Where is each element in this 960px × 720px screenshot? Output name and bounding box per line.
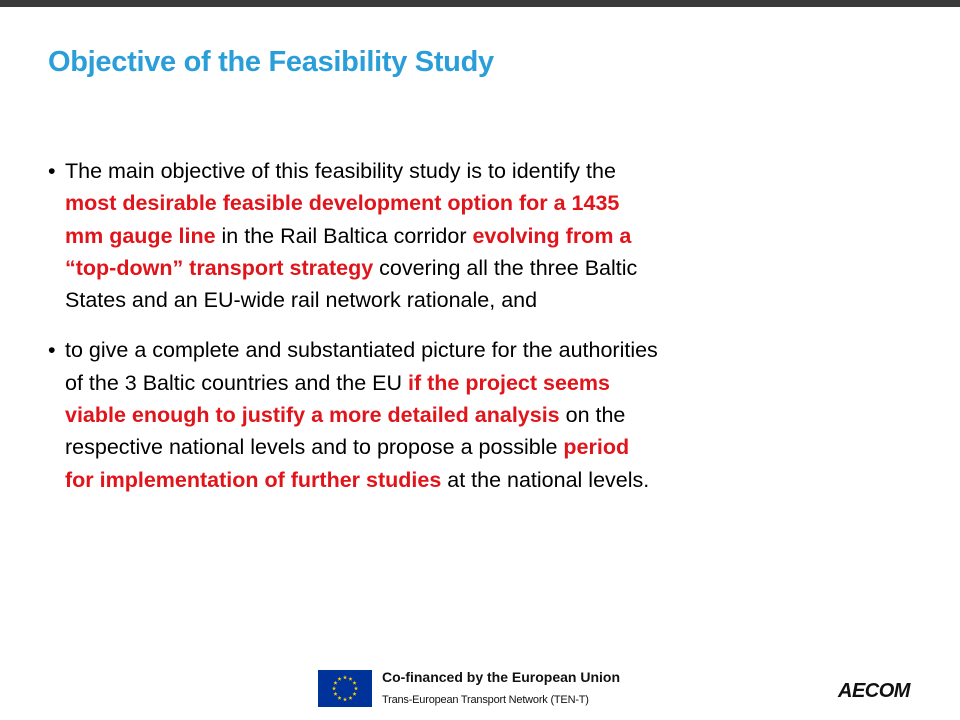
flag-star-icon: [343, 675, 347, 679]
flag-star-icon: [348, 677, 352, 681]
slide-title: Objective of the Feasibility Study: [48, 46, 494, 78]
emphasized-text: period for implementation of further studies: [65, 435, 630, 492]
body-text: The main objective of this feasibility study is to identify the: [65, 159, 616, 183]
emphasized-text: most desirable feasible development option for a 1435 mm gauge line: [65, 191, 620, 248]
bullet-dot-icon: •: [48, 338, 56, 363]
flag-star-icon: [348, 696, 352, 700]
eu-flag-icon: [318, 670, 372, 707]
ten-t-label: Trans-European Transport Network (TEN-T): [382, 694, 589, 706]
flag-star-icon: [352, 692, 356, 696]
flag-star-icon: [333, 692, 337, 696]
body-text: in the Rail Baltica corridor: [215, 223, 473, 248]
bullet-list: [48, 155, 658, 496]
flag-star-icon: [352, 681, 356, 685]
flag-star-icon: [333, 681, 337, 685]
emphasized-text: if the project seems viable enough to justify a more detailed analysis: [65, 370, 610, 428]
bullet-item: [48, 155, 658, 316]
flag-star-icon: [332, 686, 336, 690]
emphasized-text: evolving from a “top-down” transport strategy: [65, 223, 632, 280]
bullet-dot-icon: •: [48, 159, 56, 183]
flag-star-icon: [354, 686, 358, 690]
flag-star-icon: [337, 696, 341, 700]
body-text: covering all the three Baltic States and an EU-wide rail network rationale, and: [65, 255, 638, 313]
flag-star-icon: [337, 677, 341, 681]
body-text: on the respective national levels and to propose a possible: [65, 403, 626, 460]
bullet-item: [48, 334, 658, 495]
flag-star-icon: [343, 697, 347, 701]
top-border-bar: [0, 0, 960, 7]
cofinancing-note: [382, 668, 662, 707]
aecom-logo: AECOM: [838, 680, 910, 702]
body-text: at the national levels.: [441, 467, 650, 492]
body-text: to give a complete and substantiated picture for the authorities of the 3 Baltic countries and the EU: [65, 338, 658, 395]
cofinanced-label: Co-financed by the European Union: [382, 669, 621, 685]
